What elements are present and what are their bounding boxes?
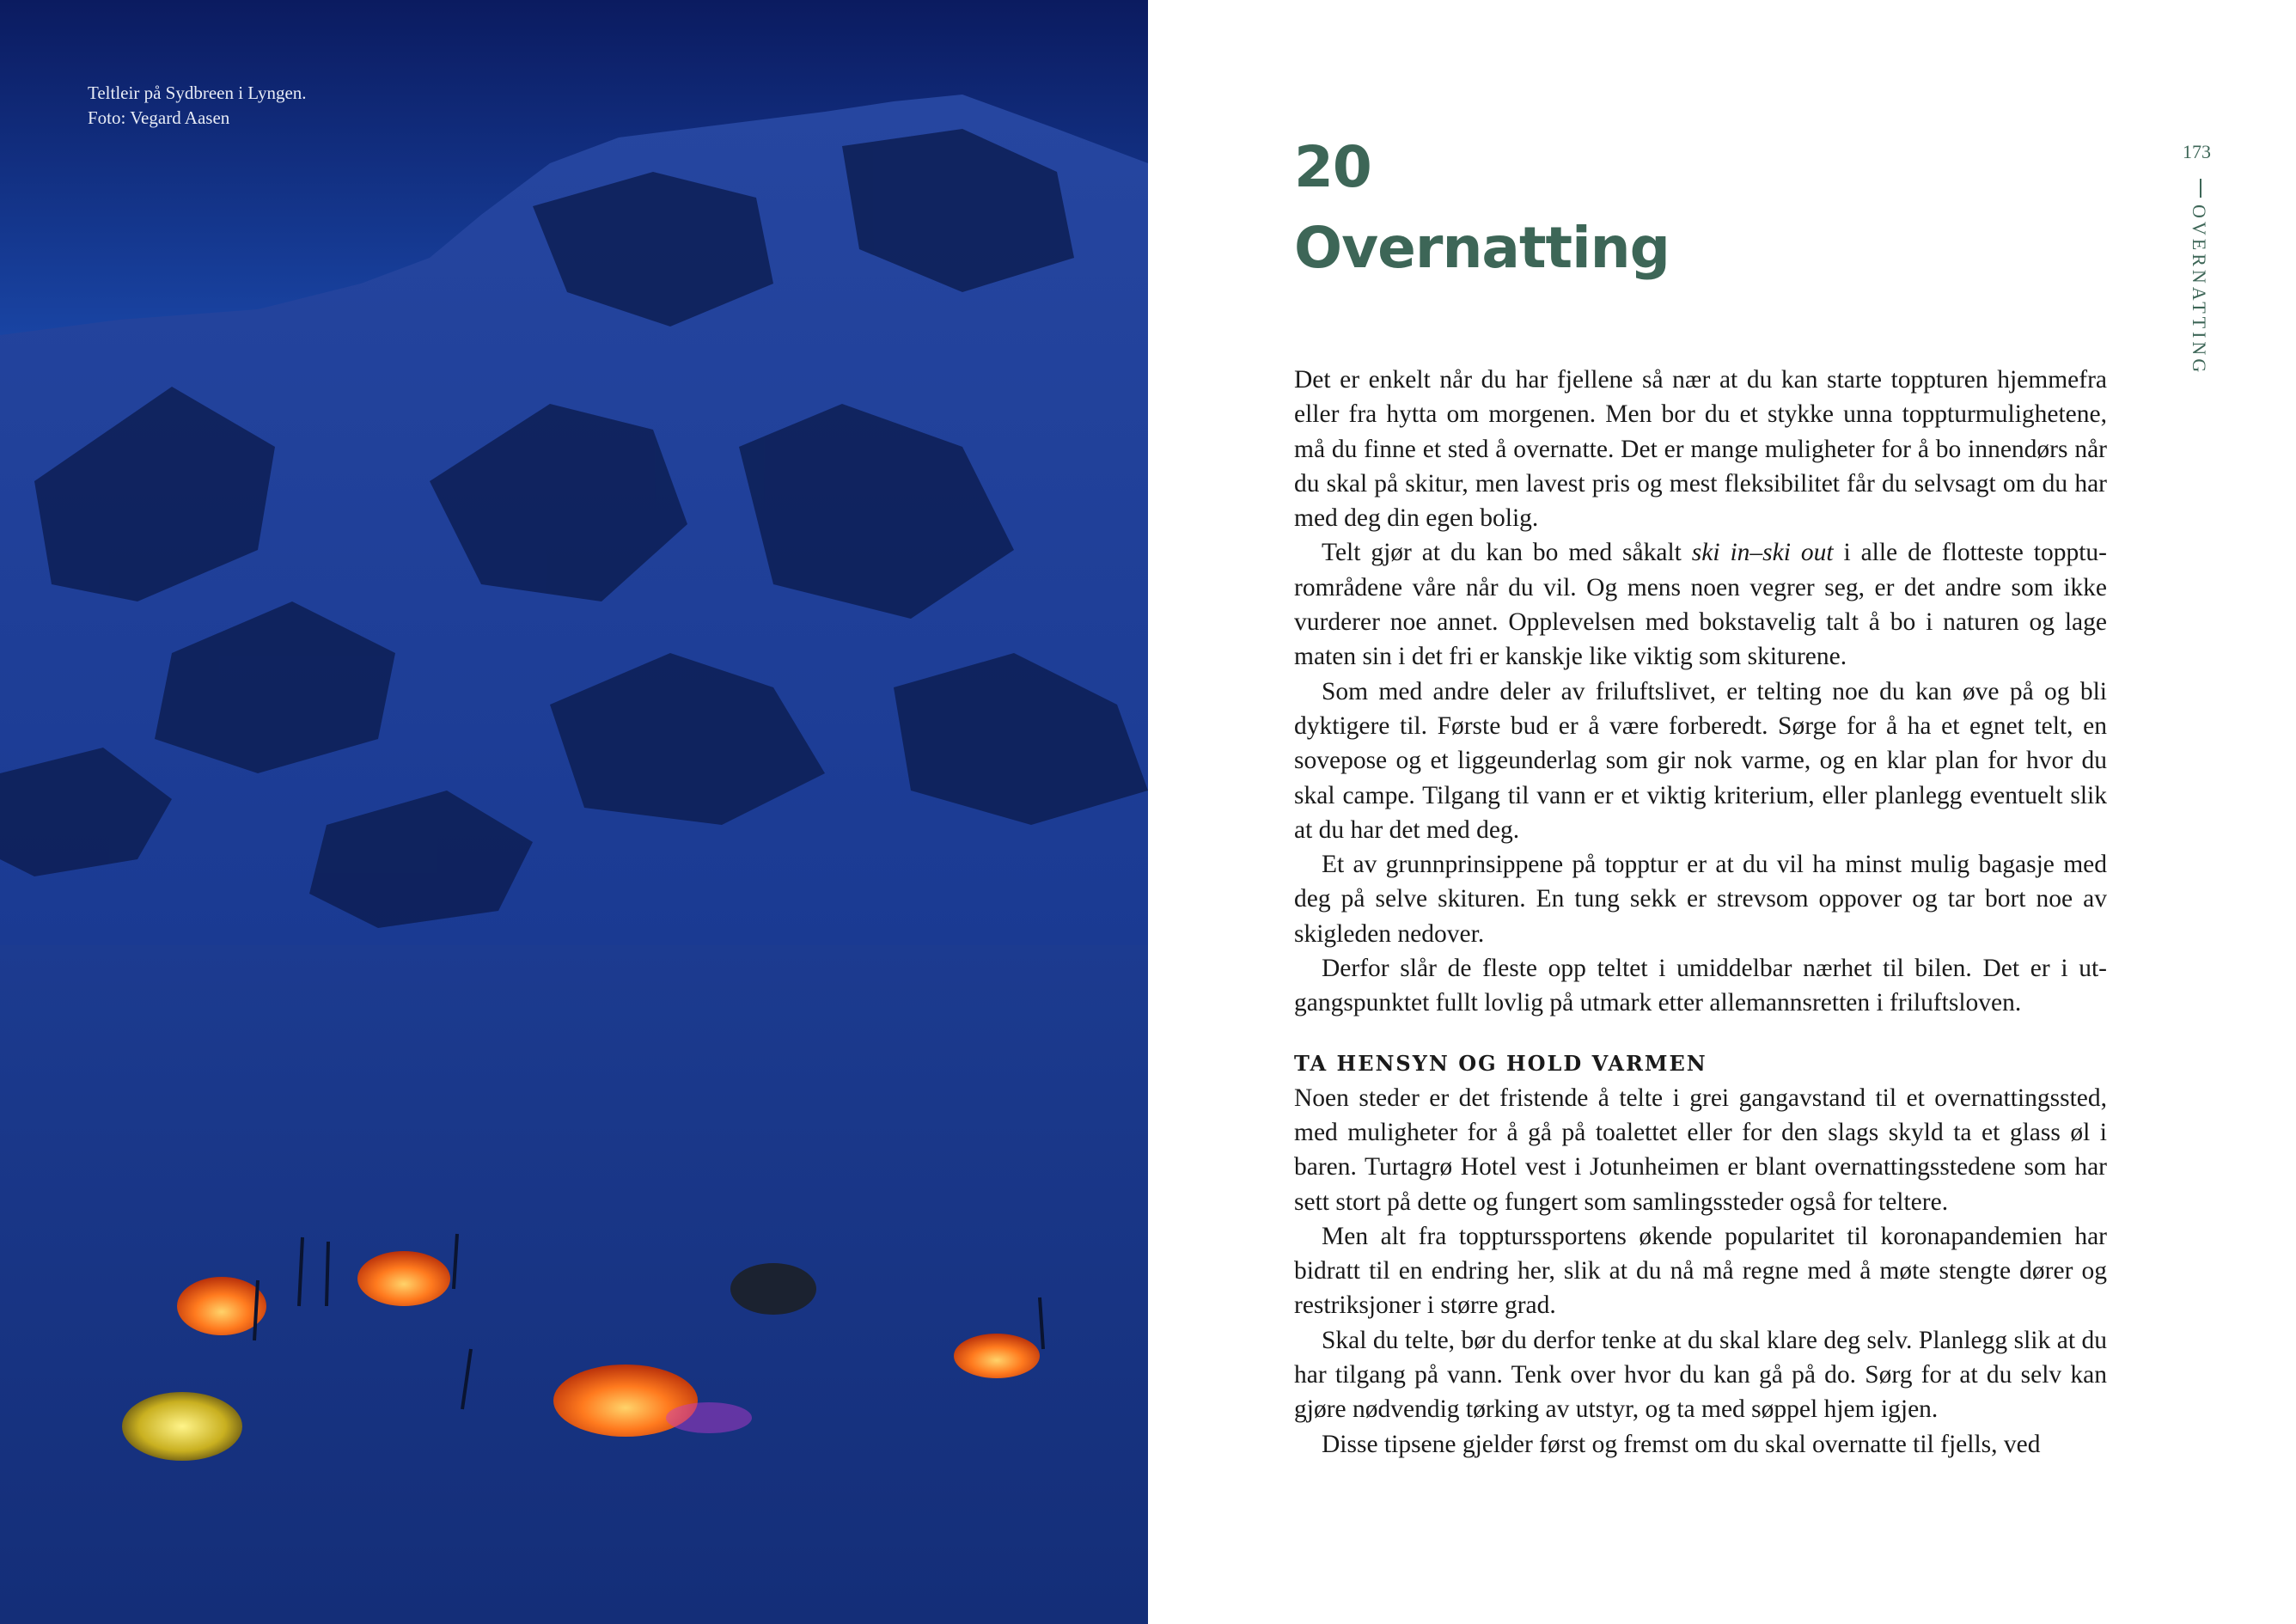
section-heading: TA HENSYN OG HOLD VARMEN — [1294, 1050, 1707, 1076]
paragraph-8: Skal du telte, bør du derfor tenke at du skal klare deg selv. Planlegg slik at du har tilgang på vann. Tenk over hvor du kan gå på do. Sørg for at du selv kan gjøre nødvendig tørking av utstyr, og ta med søppel hjem igjen. — [1294, 1326, 2107, 1424]
paragraph-6: Noen steder er det fristende å telte i grei gangavstand til et overnattingssted, med muligheter for å gå på toalettet eller for den slags skyld ta et glass øl i baren. Turtagrø Hotel vest i Jotunheimen er blant overnattingsstedene som har sett stort på dette og fungert som samlingssteder også for teltere. — [1294, 1084, 2107, 1216]
paragraph-7: Men alt fra toppturssportens økende popularitet til koronapandemien har bidratt til en endring her, slik at du nå må regne med å møte stengte dører og restriksjoner i større grad. — [1294, 1222, 2107, 1320]
page-number-rule — [2200, 179, 2201, 198]
page-number: 173 — [2183, 141, 2211, 162]
running-head: OVERNATTING — [2189, 205, 2210, 376]
paragraph-1: Det er enkelt når du har fjellene så nær at du kan starte toppturen hjemmefra eller fra hytta om morgenen. Men bor du et stykke unna toppturmulighetene, må du finne et sted å overnatte. Det er mange muligheter for å bo innendørs når du skal på skitur, men lavest pris og mest fleksibilitet får du selvsagt om du har med deg din egen bolig. — [1294, 366, 2107, 533]
paragraph-3: Som med andre deler av friluftslivet, er telting noe du kan øve på og bli dyktigere til. Første bud er å være forberedt. Sørge for å ha et egnet telt, en sovepose og et liggeunderlag som gir nok varme, og en klar plan for hvor du skal campe. Tilgang til vann er et viktig kriterium, eller planlegg eventuelt slik at du har det med deg. — [1294, 677, 2107, 844]
paragraph-2-end: i alle de flotteste toppturområdene våre når du vil. Og mens noen vegrer seg, er det andre som ikke vurderer noe annet. Opplevelsen med bokstavelig talt å bo i naturen og lage maten sin i det fri er kanskje like viktig som skiturene. — [1294, 539, 2107, 671]
tent-yellow — [122, 1392, 242, 1461]
caption-line-1: Teltleir på Sydbreen i Lyngen. — [88, 82, 307, 103]
paragraph-9: Disse tipsene gjelder først og fremst om du skal overnatte til fjells, ved — [1322, 1430, 2041, 1458]
tent-dark — [730, 1263, 816, 1315]
tent-orange-2 — [357, 1251, 450, 1306]
tent-orange-3 — [954, 1334, 1040, 1378]
chapter-title: Overnatting — [1294, 215, 1670, 281]
tent-orange-1 — [177, 1277, 266, 1335]
photo-caption — [88, 81, 307, 131]
chapter-heading — [1294, 127, 1670, 289]
tent-glow-purple — [666, 1402, 752, 1433]
paragraph-2-italic: ski in–ski out — [1691, 539, 1834, 567]
paragraph-5: Derfor slår de fleste opp teltet i umiddelbar nærhet til bilen. Det er i utgangspunktet fullt lovlig på utmark etter allemannsretten i friluftsloven. — [1294, 955, 2107, 1017]
snowfield — [0, 945, 1148, 1624]
paragraph-2-start: Telt gjør at du kan bo med såkalt — [1322, 539, 1692, 567]
paragraph-2 — [1294, 535, 2107, 674]
caption-line-2: Foto: Vegard Aasen — [88, 107, 230, 128]
chapter-number: 20 — [1294, 134, 1371, 200]
chapter-body — [1294, 363, 2107, 1462]
paragraph-4: Et av grunnprinsippene på topptur er at du vil ha minst mulig bagasje med deg på selve skituren. En tung sekk er strevsom oppover og tar bort noe av skigleden nedover. — [1294, 851, 2107, 948]
